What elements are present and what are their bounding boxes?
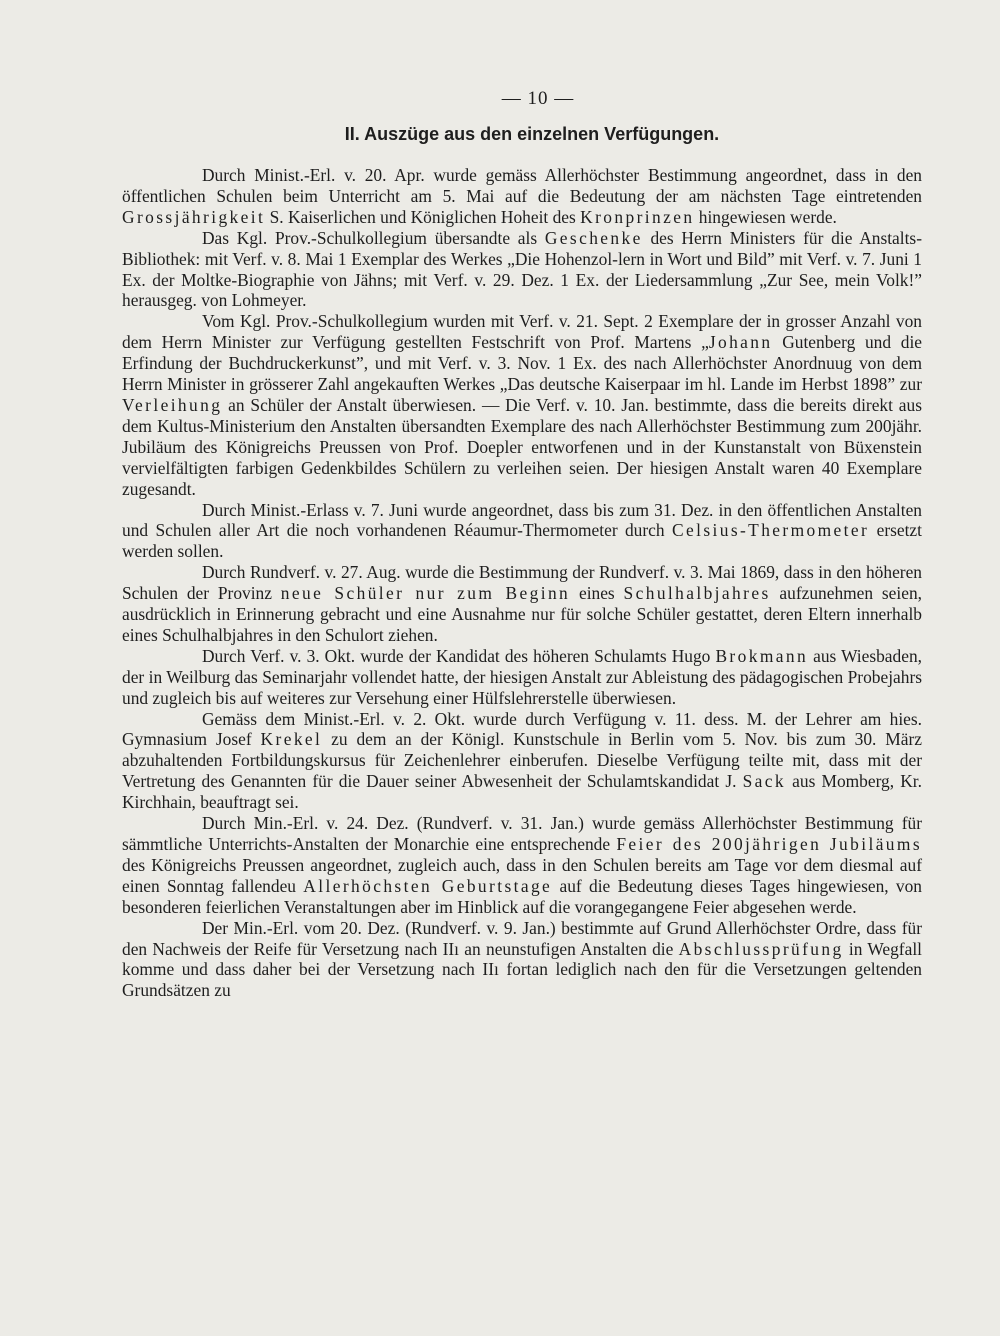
text-run: aufzunehmen seien, ausdrücklich in Erinnerung gebracht und eine Ausnahme nur für solche Schüler gestattet, deren Eltern innerhalb eines Schulhalbjahres in den Schulort ziehen. <box>122 583 922 645</box>
text-run: Vom Kgl. Prov.-Schulkollegium wurden mit Verf. v. 21. Sept. 2 Exemplare der in grosser Anzahl von dem Herrn Minister zur Verfügung gestellten Festschrift von Prof. Martens „ <box>122 311 922 353</box>
spaced-emphasis: Celsius-Thermometer <box>671 520 870 541</box>
paragraph <box>122 165 922 228</box>
text-run: an Schüler der Anstalt überwiesen. — Die Verf. v. 10. Jan. bestimmte, dass die bereits direkt aus dem Kultus-Ministerium den Anstalten übersandten Exemplare des nach Allerhöchster Bestimmung zum 200jähr. Jubiläum des Königreichs Preussen von Prof. Doepler entworfenen und in der Kunstanstalt von Büxenstein vervielfältigten farbigen Gedenkbildes Schülern zu verleihen seien. Der hiesigen Anstalt waren 40 Exemplare zugesandt. <box>122 394 922 499</box>
text-run: S. Kaiserlichen und Königlichen Hoheit des <box>265 206 581 227</box>
text-run: Durch Minist.-Erl. v. 20. Apr. wurde gemäss Allerhöchster Bestimmung angeordnet, dass in den öffentlichen Schulen beim Unterricht am 5. Mai auf die Bedeutung der am nächsten Tage eintretenden <box>122 165 922 206</box>
spaced-emphasis: Schulhalbjahres <box>623 583 771 604</box>
spaced-emphasis: Sack <box>742 771 786 792</box>
spaced-emphasis: Johann <box>708 332 773 353</box>
paragraph <box>122 918 922 1002</box>
paragraph <box>122 311 922 499</box>
paragraph <box>122 813 922 918</box>
text-run: Durch Min.-Erl. v. 24. Dez. (Rundverf. v. 31. Jan.) wurde gemäss Allerhöchster Bestimmung für sämmtliche Unterrichts-Anstalten der Monarchie eine entsprechende <box>122 813 922 854</box>
paragraph <box>122 228 922 312</box>
spaced-emphasis: Verleihung <box>122 394 223 415</box>
text-run: Gemäss dem Minist.-Erl. v. 2. Okt. wurde durch Verfügung v. 11. dess. M. der Lehrer am hies. Gymnasium Josef <box>122 708 922 750</box>
text-run: Durch Rundverf. v. 27. Aug. wurde die Bestimmung der Rundverf. v. 3. Mai 1869, dass in den höheren Schulen der Provinz <box>122 562 922 604</box>
spaced-emphasis: Grossjährigkeit <box>122 206 266 227</box>
paragraph <box>122 500 922 563</box>
text-run: eines <box>570 583 624 604</box>
spaced-emphasis: Abschlussprüfung <box>678 938 844 959</box>
spaced-emphasis: neue Schüler nur zum Beginn <box>280 583 571 604</box>
text-run: aus Momberg, Kr. Kirchhain, beauftragt sei. <box>122 771 922 813</box>
page-number: — 10 — <box>501 88 575 109</box>
paragraph <box>122 562 922 646</box>
text-run: zu dem an der Königl. Kunstschule in Berlin vom 5. Nov. bis zum 30. März abzuhaltenden Fortbildungskursus für Zeichenlehrer einberufen. Dieselbe Verfügung teilte mit, dass mit der Vertretung des Genannten für die Dauer seiner Abwesenheit der Schulamtskandidat J. <box>122 729 922 792</box>
text-run: Der Min.-Erl. vom 20. Dez. (Rundverf. v. 9. Jan.) bestimmte auf Grund Allerhöchster Ordre, dass für den Nachweis der Reife für Versetzung nach IIı an neunstufigen Anstalten die <box>122 917 922 959</box>
text-run: hingewiesen werde. <box>694 206 837 227</box>
text-run: ersetzt werden sollen. <box>122 520 922 562</box>
text-run: Durch Minist.-Erlass v. 7. Juni wurde angeordnet, dass bis zum 31. Dez. in den öffentlichen Anstalten und Schulen aller Art die noch vorhandenen Réaumur-Thermometer durch <box>122 499 922 541</box>
spaced-emphasis: Feier des 200jährigen Jubiläums <box>616 834 922 854</box>
text-run: des Herrn Ministers für die Anstalts-Bibliothek: mit Verf. v. 8. Mai 1 Exemplar des Werkes „Die Hohenzol-lern in Wort und Bild” mit Verf. v. 7. Juni 1 Ex. der Moltke-Biographie von Jähns; mit Verf. v. 29. Dez. 1 Ex. der Liedersammlung „Zur See, mein Volk!” herausgeg. von Lohmeyer. <box>122 227 922 311</box>
text-run: Durch Verf. v. 3. Okt. wurde der Kandidat des höheren Schulamts Hugo <box>202 645 716 666</box>
paragraph <box>122 646 922 709</box>
text-run: des Königreichs Preussen angeordnet, zugleich auch, dass in den Schulen bereits am Tage vor dem diesmal auf einen Sonntag fallendeu <box>122 854 922 896</box>
text-run: Gutenberg und die Erfindung der Buchdruckerkunst”, und mit Verf. v. 3. Nov. 1 Ex. des nach Allerhöchster Anordnuug von dem Herrn Minister in grösserer Zahl angekauften Werkes „Das deutsche Kaiserpaar im hl. Lande im Herbst 1898” zur <box>122 332 922 395</box>
spaced-emphasis: Allerhöchsten Geburtstage <box>303 875 553 896</box>
spaced-emphasis: Kronprinzen <box>580 206 695 227</box>
text-run: auf die Bedeutung dieses Tages hingewiesen, von besonderen feierlichen Veranstaltungen aber im Hinblick auf die vorangegangene Feier abgesehen werde. <box>122 875 923 917</box>
spaced-emphasis: Krekel <box>260 729 323 750</box>
paragraph <box>122 709 922 814</box>
spaced-emphasis: Brokmann <box>715 645 809 666</box>
text-run: Das Kgl. Prov.-Schulkollegium übersandte als <box>202 227 545 248</box>
text-run: in Wegfall komme und dass daher bei der Versetzung nach IIı fortan lediglich nach den für die Versetzungen geltenden Grundsätzen zu <box>122 938 922 1001</box>
section-heading: II. Auszüge aus den einzelnen Verfügungen. <box>344 124 720 144</box>
spaced-emphasis: Geschenke <box>544 227 643 248</box>
body-text <box>122 165 922 1001</box>
text-run: aus Wiesbaden, der in Weilburg das Seminarjahr vollendet hatte, der hiesigen Anstalt zur Ableistung des pädagogischen Probejahrs und zugleich bis auf weiteres zur Versehung einer Hülfslehrerstelle überwiesen. <box>122 645 922 708</box>
